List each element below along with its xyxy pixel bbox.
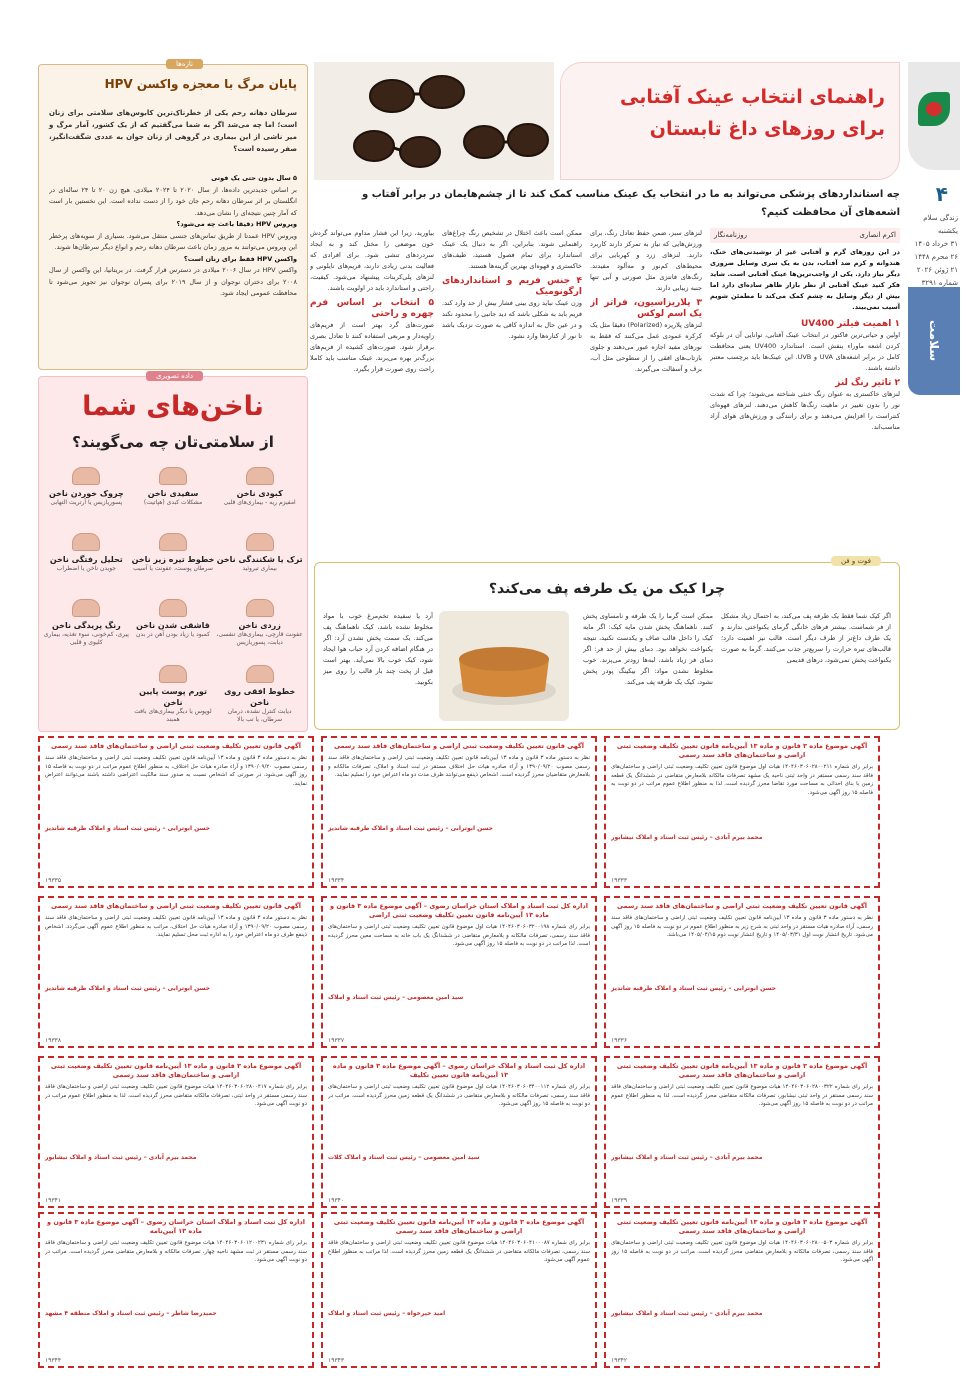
date-fa: ۳۱ خرداد ۱۴۰۵ [914,240,958,248]
issue-number: شماره ۳۲۹۱ [921,279,958,287]
news-subhead-3: واکسن HPV فقط برای زنان است؟ [183,254,297,263]
nail-desc: عفونت قارچی، بیماری‌های تنفسی، دیابت، پسوریازیس [216,631,303,646]
ad-title: اداره کل ثبت اسناد و املاک خراسان رضوی – آگهی موضوع ماده ۳ قانون و ماده ۱۳ آیین‌نامه قانون تعیین تکلیف [332,1062,586,1079]
ad-code: ۱۹۳۴۰ [328,1197,345,1204]
ad-signature: محمد بیرم آبادی – رئیس ثبت اسناد و املاک نیشابور [611,1310,763,1317]
news-paragraph-1: بر اساس جدیدترین داده‌ها، از سال ۲۰۲۰ تا ۲۰۲۴ میلادی، هیچ زن ۲۰ تا ۲۴ ساله‌ای در انگلستان بر اثر سرطان دهانه رحم جان خود را از دست نداده است. این نخستین بار است که آمار چنین نتیجه‌ای را نشان می‌دهد. [49,185,297,217]
news-subhead-2: ویروس HPV دقیقا باعث چه می‌شود؟ [176,220,297,228]
nail-item [43,467,130,531]
legal-ad [321,896,597,1048]
ad-title: آگهی موضوع ماده ۳ قانون و ماده ۱۳ آیین‌نامه قانون تعیین تکلیف وضعیت ثبتی اراضی و ساختمان‌های فاقد سند رسمی [616,742,868,759]
nail-desc: جویدن ناخن یا اضطراب [56,565,117,572]
nail-desc: امفیزم ریه - بیماری‌های قلبی [223,499,296,506]
paragraph-3: لنزهای سبز، ضمن حفظ تعادل رنگ، برای ورزش‌هایی که نیاز به تمرکز دارند کاربرد دارند. لنزهای زرد و کهربایی برای محیط‌های کم‌نور و مه‌آلود مفیدند. رنگ‌های فانتزی مثل صورتی و آبی تنها جنبه زیبایی دارند. [590,229,702,292]
section-tab: سلامت [908,287,960,395]
ad-title: اداره کل ثبت اسناد و املاک استان خراسان رضوی – آگهی موضوع ماده ۳ قانون و ماده ۱۳ آیین‌نامه قانون تعیین تکلیف وضعیت ثبتی اراضی [330,902,588,919]
ad-title: آگهی موضوع ماده ۳ قانون و ماده ۱۳ آیین‌نامه قانون تعیین تکلیف وضعیت ثبتی اراضی و ساختمان‌های فاقد سند رسمی [333,1218,585,1235]
paragraph-4: لنزهای پلاریزه (Polarized) دقیقا مثل یک کرکره عمودی عمل می‌کنند که فقط به نورهای مفید اجازه عبور می‌دهند و جلوی بازتاب‌های افقی را از سطوحی مثل آب، برف و آسفالت می‌گیرند. [590,321,702,373]
nail-name: سفیدی ناخن [147,489,199,498]
ad-title: آگهی قانون تعیین تکلیف وضعیت ثبتی اراضی و ساختمان‌های فاقد سند رسمی [50,902,301,910]
ad-signature: حسن ابوترابی – رئیس ثبت اسناد و املاک طرقبه شاندیز [328,825,493,832]
ad-signature: محمد بیرم آبادی – رئیس ثبت اسناد و املاک نیشابور [611,1154,763,1161]
tips-title: چرا کیک من یک طرفه پف می‌کند؟ [488,581,726,597]
nail-name: چروک خوردن ناخن [48,489,124,498]
issue-info [908,212,958,290]
nail-item [43,599,130,663]
ad-body: نظر به دستور ماده ۳ قانون و ماده ۱۳ آیین‌نامه قانون تعیین تکلیف وضعیت ثبتی اراضی و ساختمان‌های فاقد سند رسمی، آراء صادره هیات مستقر در واحد ثبتی به شرح زیر به منظور اطلاع عموم در دو نوبت به فاصله ۱۵ روز آگهی می‌شود. تاریخ انتشار نوبت اول ۱۴۰۵/۰۳/۳۱ و تاریخ انتشار نوبت دوم ۱۴۰۵/۰۴/۱۵ می‌باشد. [611,915,873,938]
fingernail-icon [159,467,187,485]
date-greg: ۲۱ ژوئن ۲۰۲۶ [916,266,958,274]
legal-ad [38,896,314,1048]
nail-name: رنگ پریدگی ناخن [51,621,121,630]
nail-desc: پسوریازیس یا آرتریت التهابی [50,499,123,506]
article-title-line2: برای روزهای داغ تابستان [649,118,885,140]
legal-ad [38,1212,314,1368]
ad-code: ۱۹۳۴۴ [45,1357,62,1364]
fingernail-icon [246,467,274,485]
article-title-box [560,62,900,180]
news-title: پایان مرگ با معجزه واکسن HPV [104,77,297,91]
ad-body: برابر رای شماره ۱۴۰۴۶۰۳۰۶۰۴۱۰۰۰۸۷ هیات موضوع قانون تعیین تکلیف وضعیت ثبتی اراضی و ساختمان‌های فاقد سند رسمی، تصرفات مالکانه متقاضی در ششدانگ یک قطعه زمین محرز گردیده است. لذا مراتب به منظور اطلاع عموم آگهی می‌شود. [328,1240,590,1263]
nail-item [216,533,303,597]
article-column-2 [590,228,702,562]
date-hijri: ۲۶ محرم ۱۴۴۸ [914,253,958,261]
legal-ad [604,896,880,1048]
subhead-1: ۱ اهمیت فیلتر UV400 [800,319,900,329]
ad-code: ۱۹۳۴۳ [328,1357,345,1364]
fingernail-icon [72,599,100,617]
infographic-title: ناخن‌های شما [82,391,264,422]
nail-item [130,599,217,663]
nail-name: کبودی ناخن [236,489,283,498]
infographic-tab: داده تصویری [146,371,203,381]
nail-item [130,665,217,729]
newspaper-logo [908,62,960,170]
nail-item [216,467,303,531]
author-name: اکرم انصاری [859,231,896,239]
tips-tab: فوت و فن [831,556,881,566]
ad-code: ۱۹۳۳۵ [45,877,62,884]
news-lead: سرطان دهانه رحم یکی از خطرناک‌ترین کابوس‌های سلامتی برای زنان است؛ اما چه می‌شد اگر به شما می‌گفتیم که از یک کشور، آمار مرگ و میر ناشی از این بیماری در گروهی از زنان جوان به عددی شگفت‌انگیز، صفر رسیده است؟ [49,109,297,153]
nail-name: خطوط تیره زیر ناخن [131,555,215,564]
legal-ads [38,736,880,1372]
subhead-2: ۲ تاثیر رنگ لنز [835,378,900,388]
ad-body: برابر رای شماره ۱۴۰۴۶۰۳۰۶۰۳۴۰۰۱۱۲ هیات اول موضوع قانون تعیین تکلیف وضعیت ثبتی اراضی و ساختمان‌های فاقد سند رسمی، تصرفات مالکانه و بلامعارض متقاضی در ششدانگ یک قطعه زمین محرز گردیده است. مراتب در دو نوبت به فاصله ۱۵ روز آگهی می‌شود. [328,1084,590,1107]
article-column-3 [442,228,582,562]
ad-code: ۱۹۳۳۹ [611,1197,628,1204]
fingernail-icon [72,533,100,551]
nail-item [43,533,130,597]
nail-desc: مشکلات کبدی (هپاتیت) [143,499,203,506]
ad-code: ۱۹۳۴۱ [45,1197,62,1204]
tips-column-3: آرد یا سفیده تخم‌مرغ خوب با مواد مخلوط نشده باشد، کیک ناهماهنگ پف می‌کند. یک سمت پخش نشدن آرد: اگر در هنگام اضافه کردن آرد حباب هوا ایجاد شود، کیک خوب بالا نمی‌آید. بهتر است قبل از پخت چند بار قالب را روی میز بکوبید. [323,612,433,686]
main-article [310,62,900,562]
subhead-5: ۵ انتخاب بر اساس فرم چهره و راحتی [310,298,434,319]
day-label: یکشنبه [937,227,958,235]
fingernail-icon [246,665,274,683]
fingernail-icon [72,467,100,485]
ad-code: ۱۹۳۳۶ [611,1037,628,1044]
news-body [49,173,297,365]
page-number: ۴ [935,182,948,206]
infographic-box [38,372,308,732]
ad-body: برابر رای شماره ۱۴۰۴۶۰۳۰۶۰۲۸۰۰۴۱۷ هیات موضوع قانون تعیین تکلیف وضعیت ثبتی اراضی و ساختمان‌های فاقد سند رسمی مستقر در واحد ثبتی، تصرفات مالکانه متقاضی محرز گردیده است. لذا به منظور اطلاع عموم مراتب در دو نوبت آگهی می‌شود. [45,1084,307,1107]
article-title-line1: راهنمای انتخاب عینک آفتابی [620,86,885,108]
ad-signature: حسن ابوترابی – رئیس ثبت اسناد و املاک طرقبه شاندیز [45,985,210,992]
legal-ad [38,736,314,888]
article-column-4 [310,228,434,562]
sidebar [908,62,960,1362]
fingernail-icon [246,599,274,617]
ad-signature: سید امین معصومی – رئیس ثبت اسناد و املاک کلات [328,1154,480,1161]
ad-title: آگهی قانون تعیین تکلیف وضعیت ثبتی اراضی و ساختمان‌های فاقد سند رسمی [333,742,584,750]
legal-ad [321,1056,597,1208]
legal-ad [321,736,597,888]
nail-grid [43,467,303,729]
paragraph-2: لنزهای خاکستری به عنوان رنگ خنثی شناخته می‌شوند؛ چرا که شدت نور را بدون تغییر در ماهیت رنگ‌ها کاهش می‌دهند. لنزهای قهوه‌ای کنتراست را افزایش می‌دهند و برای رانندگی و ورزش‌های هوای آزاد مناسب‌اند. [710,390,900,431]
nail-name: خطوط افقی روی ناخن [224,687,296,707]
cake-photo [439,611,569,721]
ad-code: ۱۹۳۳۸ [45,1037,62,1044]
legal-ad [604,736,880,888]
ad-body: نظر به دستور ماده ۳ قانون و ماده ۱۳ آیین‌نامه قانون تعیین تکلیف وضعیت ثبتی اراضی و ساختمان‌های فاقد سند رسمی مصوب ۱۳۹۰/۰۹/۲۰ و آراء صادره هیات حل اختلاف مستقر در ثبت اسناد و املاک، تصرفات مالکانه و بلامعارض متقاضیان محرز گردیده است. اشخاص ذینفع می‌توانند ظرف مدت دو ماه اعتراض خود را تسلیم نمایند. [328,755,590,778]
ad-title: آگهی موضوع ماده ۳ قانون و ماده ۱۳ آیین‌نامه قانون تعیین تکلیف وضعیت ثبتی اراضی و ساختمان‌های فاقد سند رسمی [616,1062,868,1079]
ad-code: ۱۹۳۴۲ [611,1357,628,1364]
ad-body: برابر رای شماره ۱۴۰۴۶۰۳۰۶۰۳۲۰۰۱۹۸ هیات اول موضوع قانون تعیین تکلیف وضعیت ثبتی اراضی و ساختمان‌های فاقد سند رسمی، تصرفات مالکانه و بلامعارض متقاضی در ششدانگ یک باب خانه به مساحت معین محرز گردیده است. لذا مراتب در دو نوبت به فاصله ۱۵ روز آگهی می‌شود. [328,924,590,947]
ad-title: آگهی قانون تعیین تکلیف وضعیت ثبتی اراضی و ساختمان‌های فاقد سند رسمی [616,902,867,910]
legal-ad [38,1056,314,1208]
nail-item [130,533,217,597]
ad-signature: محمد بیرم آبادی – رئیس ثبت اسناد و املاک نیشابور [45,1154,197,1161]
nail-desc: سرطان پوست، عفونت یا آسیب [133,565,213,572]
fingernail-icon [159,599,187,617]
ad-title: اداره کل ثبت اسناد و املاک استان خراسان رضوی – آگهی موضوع ماده ۳ قانون و ماده ۱۳ آیین‌نامه [47,1218,305,1235]
logo-icon [918,92,950,126]
paragraph-1: اولین و حیاتی‌ترین فاکتور در انتخاب عینک آفتابی، توانایی آن در بلوکه کردن اشعه ماوراء بنفش است. استاندارد UV400 یعنی محافظت کامل در برابر اشعه‌های UVA و UVB. این عینک‌ها باید برچسب معتبر داشته باشند. [710,331,900,372]
news-paragraph-3: واکسن HPV در سال ۲۰۰۶ میلادی در دسترس قرار گرفت. در بریتانیا، این واکسن از سال ۲۰۰۸ برای دختران نوجوان و از سال ۲۰۱۹ برای پسران نوجوان نیز تجویز می‌شود تا محافظت عمومی ایجاد شود. [49,266,297,297]
article-column-1 [710,228,900,562]
news-box [38,60,308,370]
tips-column-2: ممکن است گرما را یک طرفه و نامساوی پخش کنند. ناهماهنگ پخش شدن مایه کیک: اگر مایه کیک را داخل قالب صاف و یکدست نکنید، نتیجه یکنواخت نخواهد بود. دمای بیش از حد فر: اگر دمای فر زیاد باشد، لبه‌ها زودتر می‌پزند. خوب مخلوط نشدن مواد: اگر بیکینگ پودر پخش نشود، کیک یک طرفه پف می‌کند. [583,612,713,686]
nail-item [216,599,303,663]
news-tab: تازه‌ها [166,59,203,69]
article-lead: چه استانداردهای پزشکی می‌تواند به ما در انتخاب یک عینک مناسب کمک کند تا از چشم‌هایمان در برابر آفتاب و اشعه‌های آن محافظت کنیم؟ [362,189,900,218]
ad-signature: امید خیرخواه – رئیس ثبت اسناد و املاک [328,1310,446,1317]
ad-body: نظر به دستور ماده ۳ قانون و ماده ۱۳ آیین‌نامه قانون تعیین تکلیف وضعیت ثبتی اراضی و ساختمان‌های فاقد سند رسمی مصوب ۱۳۹۰/۰۹/۲۰ و آراء صادره هیات حل اختلاف، به منظور اطلاع عموم مراتب در دو نوبت به فاصله ۱۵ روز آگهی می‌شود. در صورتی که اشخاص نسبت به صدور سند مالکیت اعتراضی داشته باشند می‌توانند اعتراض نمایند. [45,755,307,787]
ad-title: آگهی قانون تعیین تکلیف وضعیت ثبتی اراضی و ساختمان‌های فاقد سند رسمی [50,742,301,750]
nail-name: ترک یا شکنندگی ناخن [216,555,303,564]
ad-code: ۱۹۳۳۴ [328,877,345,884]
nail-desc: کمبود یا زیاد بودن آهن در بدن [136,631,210,638]
fingernail-icon [246,533,274,551]
nail-desc: بیماری تیروئید [242,565,277,572]
subhead-4: ۴ جنس فریم و استانداردهای ارگونومیک [442,276,582,297]
sunglasses-photo [314,62,554,180]
nail-name: تورم پوست پایین ناخن [139,687,207,707]
ad-body: برابر رای شماره ۱۴۰۴۶۰۳۰۶۰۲۸۰۰۳۲۲ هیات موضوع قانون تعیین تکلیف وضعیت ثبتی اراضی و ساختمان‌های فاقد سند رسمی مستقر در واحد ثبتی نیشابور، تصرفات مالکانه متقاضی محرز گردیده است. لذا به منظور اطلاع عموم مراتب در دو نوبت به فاصله ۱۵ روز آگهی می‌شود. [611,1084,873,1107]
ad-title: آگهی موضوع ماده ۳ قانون و ماده ۱۳ آیین‌نامه قانون تعیین تکلیف وضعیت ثبتی اراضی و ساختمان‌های فاقد سند رسمی [616,1218,868,1235]
nail-name: تحلیل رفتگی ناخن [49,555,123,564]
nail-desc: پیری، کم‌خونی، سوء تغذیه، بیماری کلیوی و قلبی [43,631,129,646]
ad-signature: حسن ابوترابی – رئیس ثبت اسناد و املاک طرقبه شاندیز [45,825,210,832]
legal-ad [604,1056,880,1208]
paragraph-5: وزن عینک نباید روی بینی فشار بیش از حد وارد کند. فریم باید به شکلی باشد که دید جانبی را محدود نکند و در عین حال به اندازه کافی به صورت نزدیک باشد تا نور از کناره‌ها وارد نشود. [442,299,582,340]
nail-name: قاشقی شدن ناخن [136,621,210,630]
paragraph-7: بیاورید، زیرا این فشار مداوم می‌تواند گردش خون موضعی را مختل کند و به ایجاد سردردهای تنشی شود. برای افرادی که فعالیت بدنی زیادی دارند، فریم‌های نایلونی و لنزهای پلی‌کربنات پیشنهاد می‌شود. کیفیت، راحتی و استاندارد باید در اولویت باشند. [310,229,434,292]
nail-item [130,467,217,531]
ad-code: ۱۹۳۳۷ [328,1037,345,1044]
ad-signature: حسن ابوترابی – رئیس ثبت اسناد و املاک طرقبه شاندیز [611,985,776,992]
ad-signature: حمیدرضا شاطر – رئیس ثبت اسناد و املاک منطقه ۴ مشهد [45,1310,217,1317]
ad-signature: سید امین معصومی – رئیس ثبت اسناد و املاک [328,994,464,1001]
tips-box [314,557,900,730]
nail-item [216,665,303,729]
ad-body: برابر رای شماره ۱۴۰۴۶۰۳۰۶۰۲۸۰۰۵۰۳ هیات اول موضوع قانون تعیین تکلیف وضعیت ثبتی اراضی و ساختمان‌های فاقد سند رسمی، تصرفات مالکانه و بلامعارض متقاضی محرز گردیده است. مراتب در دو نوبت به فاصله ۱۵ روز آگهی می‌شود. [611,1240,873,1263]
tips-column-1: اگر کیک شما فقط یک طرفه پف می‌کند، به احتمال زیاد مشکل از فر شماست. بیشتر فرهای خانگی گرمای یکنواختی ندارند و یک طرف داغ‌تر از طرف دیگر است. قالب نیز اهمیت دارد؛ قالب‌های تیره حرارت را سریع‌تر جذب می‌کنند. گرما به صورت یکنواخت پخش نمی‌شود، درهای قدیمی [721,612,891,664]
infographic-subtitle: از سلامتی‌تان چه می‌گویند؟ [72,433,274,451]
nail-name: زردی ناخن [238,621,281,630]
ad-code: ۱۹۳۳۳ [611,877,628,884]
brand-label: زندگی سلام [923,214,958,222]
article-intro: در این روزهای گرم و آفتابی غیر از نوشیدنی‌های خنک، هندوانه و کرم ضد آفتاب، بدن به یک سری وسایل ضروری دیگر نیاز دارد. یکی از واجب‌ترین‌ها عینک آفتابی است. شاید فکر کنید عینک آفتابی از نظر بازار ظاهر ساده‌ای دارد اما بیش از دیگر وسایل به چشم کمک می‌کند تا مطمئن شویم آسیب نمی‌بیند. [710,248,900,311]
legal-ad [604,1212,880,1368]
ad-body: برابر رای شماره ۱۴۰۴۶۰۳۰۶۰۲۸۰۰۲۱۱ هیات اول موضوع قانون تعیین تکلیف وضعیت ثبتی اراضی و ساختمان‌های فاقد سند رسمی مستقر در واحد ثبتی ناحیه یک مشهد تصرفات مالکانه بلامعارض متقاضی در ششدانگ یک قطعه زمین با بنای احداثی به مساحت مورد تقاضا محرز گردیده است. لذا به منظور اطلاع عموم مراتب در دو نوبت به فاصله ۱۵ روز آگهی می‌شود. [611,764,873,796]
ad-body: نظر به دستور ماده ۳ قانون و ماده ۱۳ آیین‌نامه قانون تعیین تکلیف وضعیت ثبتی اراضی و ساختمان‌های فاقد سند رسمی مصوب ۱۳۹۰/۰۹/۲۰ و آراء صادره هیات حل اختلاف، مراتب به منظور اطلاع عموم آگهی می‌گردد. اشخاص ذینفع ظرف دو ماه اعتراض خود را به اداره ثبت محل تسلیم نمایند. [45,915,307,938]
fingernail-icon [159,533,187,551]
nail-desc: لوپوس یا دیگر بیماری‌های بافت همبند [134,708,212,723]
byline [710,228,900,243]
news-paragraph-2: ویروس HPV عمدتا از طریق تماس‌های جنسی منتقل می‌شود. بسیاری از سویه‌های پرخطر این ویروس می‌توانند به مرور زمان باعث سرطان دهانه رحم و انواع دیگر سرطان‌ها شوند. [49,231,297,251]
ad-signature: محمد بیرم آبادی – رئیس ثبت اسناد و املاک نیشابور [611,834,763,841]
paragraph-6: صورت‌های گرد بهتر است از فریم‌های زاویه‌دار و مربعی استفاده کنند تا تعادل بصری برقرار شود. صورت‌های کشیده از فریم‌های بزرگ‌تر بهره می‌برند. عینک مناسب باید کاملا راحت روی صورت قرار بگیرد. [310,321,434,373]
ad-body: برابر رای شماره ۱۴۰۴۶۰۳۰۶۰۱۲۰۰۲۳۱ هیات موضوع قانون تعیین تکلیف وضعیت ثبتی اراضی و ساختمان‌های فاقد سند رسمی مستقر در ثبت مشهد ناحیه چهار، تصرفات مالکانه و بلامعارض متقاضی محرز گردیده است. مراتب در دو نوبت آگهی می‌شود. [45,1240,307,1263]
nail-desc: دیابت کنترل نشده، درمان سرطان، یا تب بالا [227,708,292,723]
paragraph-8: ممکن است باعث اختلال در تشخیص رنگ چراغ‌های راهنمایی شوند. بنابراین، اگر به دنبال یک عینک استاندارد برای تمام فصول هستید، طیف‌های خاکستری و قهوه‌ای بهترین گزینه‌ها هستند. [442,229,582,270]
news-subhead-1: ۵ سال بدون حتی یک فوتی [211,174,297,182]
legal-ad [321,1212,597,1368]
fingernail-icon [159,665,187,683]
ad-title: آگهی موضوع ماده ۳ قانون و ماده ۱۳ آیین‌نامه قانون تعیین تکلیف وضعیت ثبتی اراضی و ساختمان‌های فاقد سند رسمی [50,1062,302,1079]
subhead-3: ۳ پلاریزاسیون، فراتر از یک اسم لوکس [590,298,702,319]
author-role: روزنامه‌نگار [714,231,748,239]
